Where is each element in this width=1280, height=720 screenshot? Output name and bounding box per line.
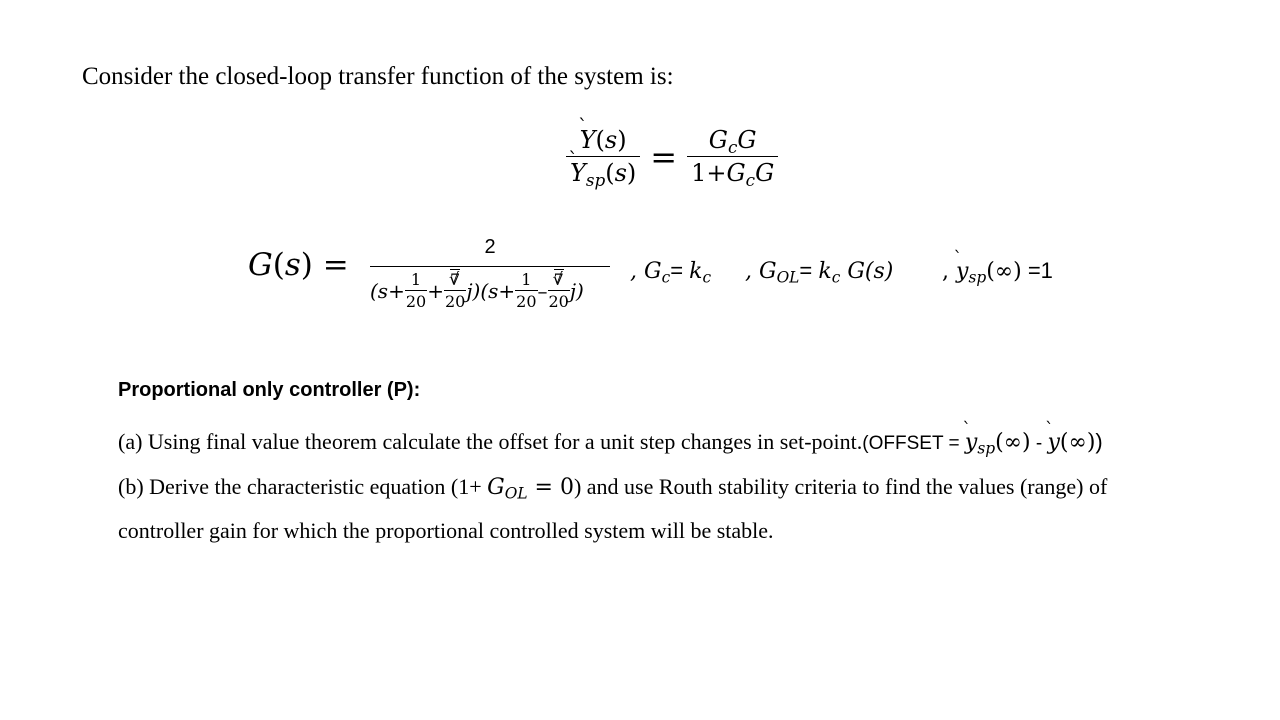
gol-definition: , $G_{OL}= k_c$ G(s) <box>745 258 894 287</box>
rhs-fraction: $\frac{G_cG}{1+G_cG}$ <box>687 126 778 187</box>
part-a: (a) Using final value theorem calculate the offset for a unit step changes in set-point.(OFFSET = y $_{sp}$(∞) - y (∞)) <box>118 429 1103 458</box>
closed-loop-equation <box>566 126 778 191</box>
lhs-numerator: ( <box>595 126 605 154</box>
lhs-fraction: Y (s) Y $_{sp}$(s) <box>566 126 640 187</box>
gs-numerator: 2 <box>484 236 496 258</box>
equals-sign: = <box>650 137 678 176</box>
lhs-den-subscript: sp <box>585 170 606 191</box>
gs-lhs: G(s) = <box>248 247 349 283</box>
section-title: Proportional only controller (P): <box>118 379 421 401</box>
ysp-definition: , y $_{sp}$(∞) =1 <box>942 258 1053 287</box>
intro-text: Consider the closed-loop transfer function of the system is: <box>82 63 674 90</box>
part-b-line1: (b) Derive the characteristic equation $(1+ G_{OL} = 0)$ and use Routh stability criteria to find the values (range) of <box>118 474 1108 503</box>
gc-definition: , $G_c= k_c$ <box>630 258 712 287</box>
part-b-line2: controller gain for which the proportional controlled system will be stable. <box>118 518 774 543</box>
gs-fraction <box>370 236 610 311</box>
gs-denominator: (s+ $\frac{1}{20}$ + √ $\frac{7}{20}$ j)(s+ $\frac{1}{20}$ – √ $\frac{7}{20}$ j) <box>370 267 610 311</box>
